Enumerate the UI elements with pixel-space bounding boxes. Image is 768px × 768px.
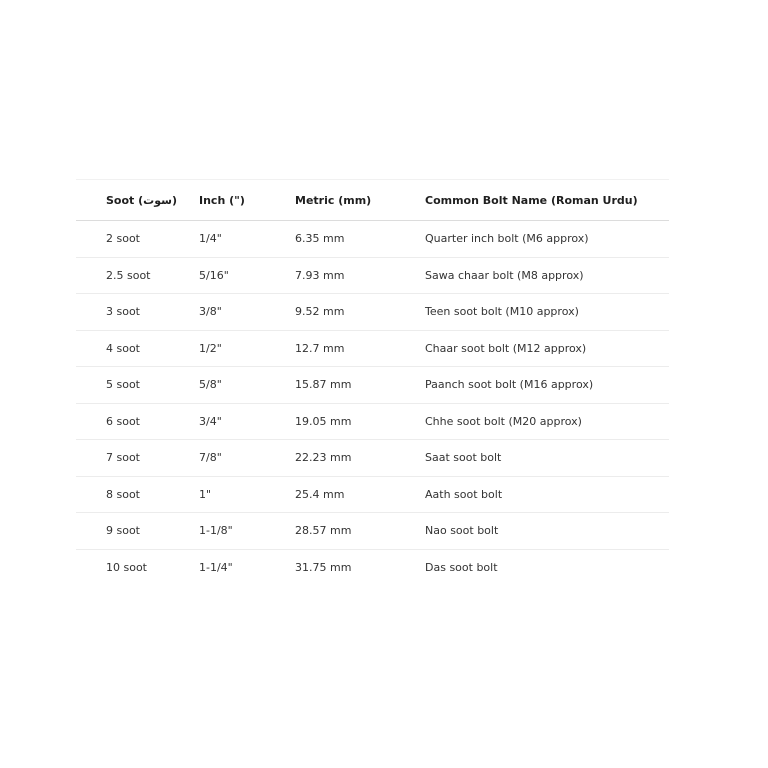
table-row — [76, 476, 669, 513]
cell-soot: 2 soot — [106, 232, 140, 246]
cell-soot: 4 soot — [106, 341, 140, 355]
cell-soot: 6 soot — [106, 414, 140, 428]
cell-bolt-name: Teen soot bolt (M10 approx) — [425, 305, 579, 319]
table-row — [76, 294, 669, 331]
cell-soot: 5 soot — [106, 378, 140, 392]
cell-inch: 1-1/4" — [199, 560, 233, 574]
cell-soot: 8 soot — [106, 487, 140, 501]
cell-bolt-name: Quarter inch bolt (M6 approx) — [425, 232, 589, 246]
table-row — [76, 440, 669, 477]
cell-metric: 12.7 mm — [295, 341, 345, 355]
cell-inch: 5/16" — [199, 268, 229, 282]
header-metric: Metric (mm) — [295, 193, 372, 207]
cell-bolt-name: Sawa chaar bolt (M8 approx) — [425, 268, 584, 282]
cell-soot: 2.5 soot — [106, 268, 151, 282]
cell-soot: 9 soot — [106, 524, 140, 538]
cell-bolt-name: Chaar soot bolt (M12 approx) — [425, 341, 587, 355]
header-inch: Inch (") — [199, 193, 245, 207]
table-row — [76, 257, 669, 294]
table-header-row — [76, 180, 669, 221]
cell-bolt-name: Aath soot bolt — [425, 487, 503, 501]
cell-bolt-name: Nao soot bolt — [425, 524, 499, 538]
cell-metric: 28.57 mm — [295, 524, 352, 538]
cell-metric: 15.87 mm — [295, 378, 352, 392]
cell-inch: 1-1/8" — [199, 524, 233, 538]
cell-inch: 1/4" — [199, 232, 222, 246]
cell-metric: 31.75 mm — [295, 560, 352, 574]
cell-bolt-name: Das soot bolt — [425, 560, 498, 574]
table-row — [76, 549, 669, 585]
cell-soot: 10 soot — [106, 560, 147, 574]
cell-metric: 7.93 mm — [295, 268, 345, 282]
cell-inch: 3/4" — [199, 414, 222, 428]
cell-inch: 5/8" — [199, 378, 222, 392]
table-row — [76, 513, 669, 550]
cell-inch: 1" — [199, 487, 212, 501]
bolt-size-table — [76, 179, 669, 585]
table-row — [76, 221, 669, 258]
cell-metric: 25.4 mm — [295, 487, 345, 501]
cell-bolt-name: Saat soot bolt — [425, 451, 502, 465]
cell-inch: 7/8" — [199, 451, 222, 465]
cell-metric: 19.05 mm — [295, 414, 352, 428]
cell-inch: 1/2" — [199, 341, 222, 355]
table-row — [76, 367, 669, 404]
cell-metric: 22.23 mm — [295, 451, 352, 465]
bolt-size-table-container — [76, 179, 669, 585]
cell-inch: 3/8" — [199, 305, 222, 319]
cell-bolt-name: Chhe soot bolt (M20 approx) — [425, 414, 582, 428]
header-common-bolt-name: Common Bolt Name (Roman Urdu) — [425, 193, 638, 207]
cell-metric: 6.35 mm — [295, 232, 345, 246]
cell-bolt-name: Paanch soot bolt (M16 approx) — [425, 378, 594, 392]
cell-soot: 7 soot — [106, 451, 140, 465]
table-row — [76, 403, 669, 440]
cell-soot: 3 soot — [106, 305, 140, 319]
cell-metric: 9.52 mm — [295, 305, 345, 319]
header-soot: Soot (سوت) — [106, 193, 177, 207]
table-row — [76, 330, 669, 367]
